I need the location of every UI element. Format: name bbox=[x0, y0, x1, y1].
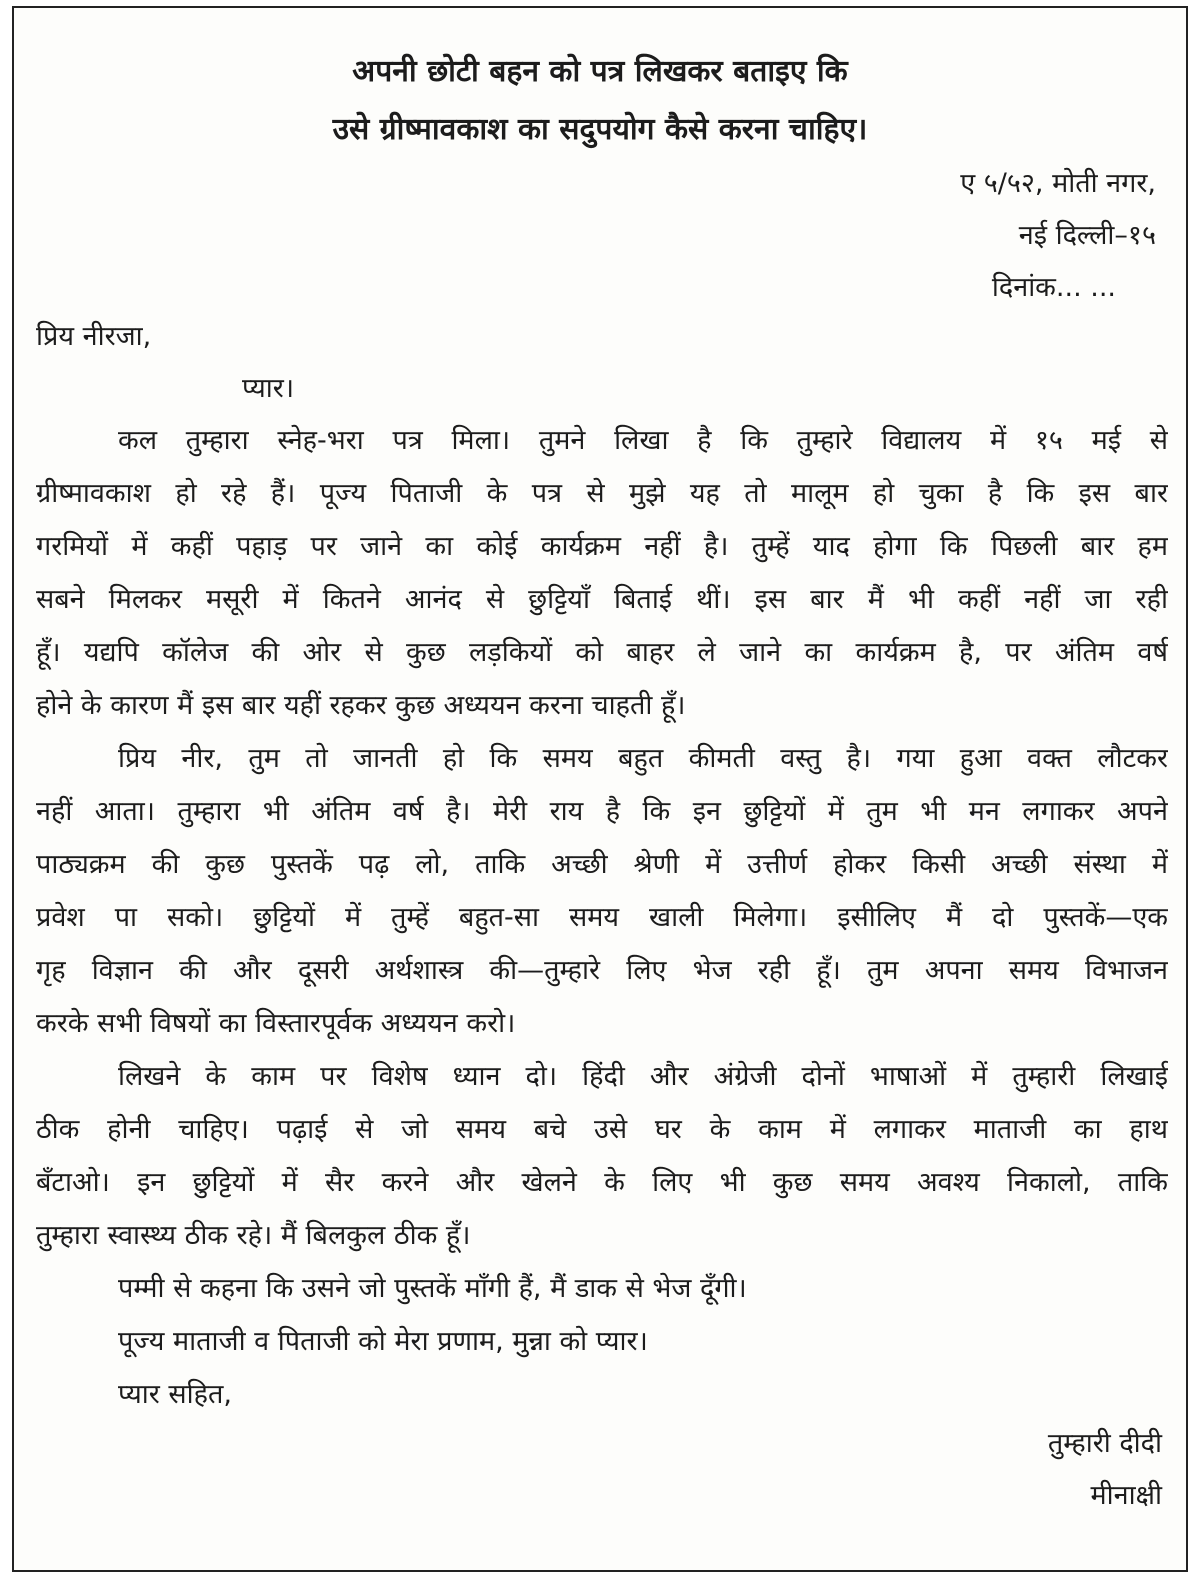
body-line: गरमियों में कहीं पहाड़ पर जाने का कोई कार्यक्रम नहीं है। तुम्हें याद होगा कि पिछली बार हम bbox=[36, 531, 1168, 562]
letter-page bbox=[12, 6, 1188, 1572]
body-line: ठीक होनी चाहिए। पढ़ाई से जो समय बचे उसे घर के काम में लगाकर माताजी का हाथ bbox=[36, 1114, 1168, 1145]
body-line: नहीं आता। तुम्हारा भी अंतिम वर्ष है। मेरी राय है कि इन छुट्टियों में तुम भी मन लगाकर अपने bbox=[36, 796, 1168, 827]
body-line: बँटाओ। इन छुट्टियों में सैर करने और खेलने के लिए भी कुछ समय अवश्य निकालो, ताकि bbox=[36, 1167, 1168, 1198]
signature-name: मीनाक्षी bbox=[1090, 1480, 1162, 1511]
body-line: प्रवेश पा सको। छुट्टियों में तुम्हें बहुत-सा समय खाली मिलेगा। इसीलिए मैं दो पुस्तकें—एक bbox=[36, 902, 1168, 933]
body-line: होने के कारण मैं इस बार यहीं रहकर कुछ अध्ययन करना चाहती हूँ। bbox=[36, 690, 686, 721]
closing-phrase: प्यार सहित, bbox=[118, 1379, 232, 1410]
signature-relation: तुम्हारी दीदी bbox=[1047, 1428, 1162, 1459]
body-line: लिखने के काम पर विशेष ध्यान दो। हिंदी और अंग्रेजी दोनों भाषाओं में तुम्हारी लिखाई bbox=[118, 1061, 1168, 1092]
body-line: गृह विज्ञान की और दूसरी अर्थशास्त्र की—तुम्हारे लिए भेज रही हूँ। तुम अपना समय विभाजन bbox=[36, 955, 1168, 986]
body-line: सबने मिलकर मसूरी में कितने आनंद से छुट्टियाँ बिताई थीं। इस बार मैं भी कहीं नहीं जा रही bbox=[36, 584, 1168, 615]
letter-date: दिनांक... ... bbox=[991, 272, 1116, 303]
love-greeting: प्यार। bbox=[242, 373, 295, 404]
body-line: पूज्य माताजी व पिताजी को मेरा प्रणाम, मुन्ना को प्यार। bbox=[118, 1326, 648, 1357]
body-line: ग्रीष्मावकाश हो रहे हैं। पूज्य पिताजी के पत्र से मुझे यह तो मालूम हो चुका है कि इस बार bbox=[36, 478, 1168, 509]
salutation: प्रिय नीरजा, bbox=[36, 321, 152, 352]
body-line: पम्मी से कहना कि उसने जो पुस्तकें माँगी हैं, मैं डाक से भेज दूँगी। bbox=[118, 1273, 747, 1304]
address-line-1: ए ५/५२, मोती नगर, bbox=[960, 168, 1156, 199]
body-line: तुम्हारा स्वास्थ्य ठीक रहे। मैं बिलकुल ठीक हूँ। bbox=[36, 1220, 471, 1251]
address-line-2: नई दिल्ली–१५ bbox=[1018, 220, 1156, 251]
body-line: करके सभी विषयों का विस्तारपूर्वक अध्ययन करो। bbox=[36, 1008, 516, 1039]
body-line: प्रिय नीर, तुम तो जानती हो कि समय बहुत कीमती वस्तु है। गया हुआ वक्त लौटकर bbox=[118, 743, 1168, 774]
letter-title-line-2: उसे ग्रीष्मावकाश का सदुपयोग कैसे करना चाहिए। bbox=[332, 112, 868, 147]
body-line: कल तुम्हारा स्नेह-भरा पत्र मिला। तुमने लिखा है कि तुम्हारे विद्यालय में १५ मई से bbox=[118, 425, 1168, 456]
letter-title-line-1: अपनी छोटी बहन को पत्र लिखकर बताइए कि bbox=[352, 54, 848, 89]
body-line: पाठ्यक्रम की कुछ पुस्तकें पढ़ लो, ताकि अच्छी श्रेणी में उत्तीर्ण होकर किसी अच्छी संस्था में bbox=[36, 849, 1168, 880]
body-line: हूँ। यद्यपि कॉलेज की ओर से कुछ लड़कियों को बाहर ले जाने का कार्यक्रम है, पर अंतिम वर्ष bbox=[36, 637, 1168, 668]
